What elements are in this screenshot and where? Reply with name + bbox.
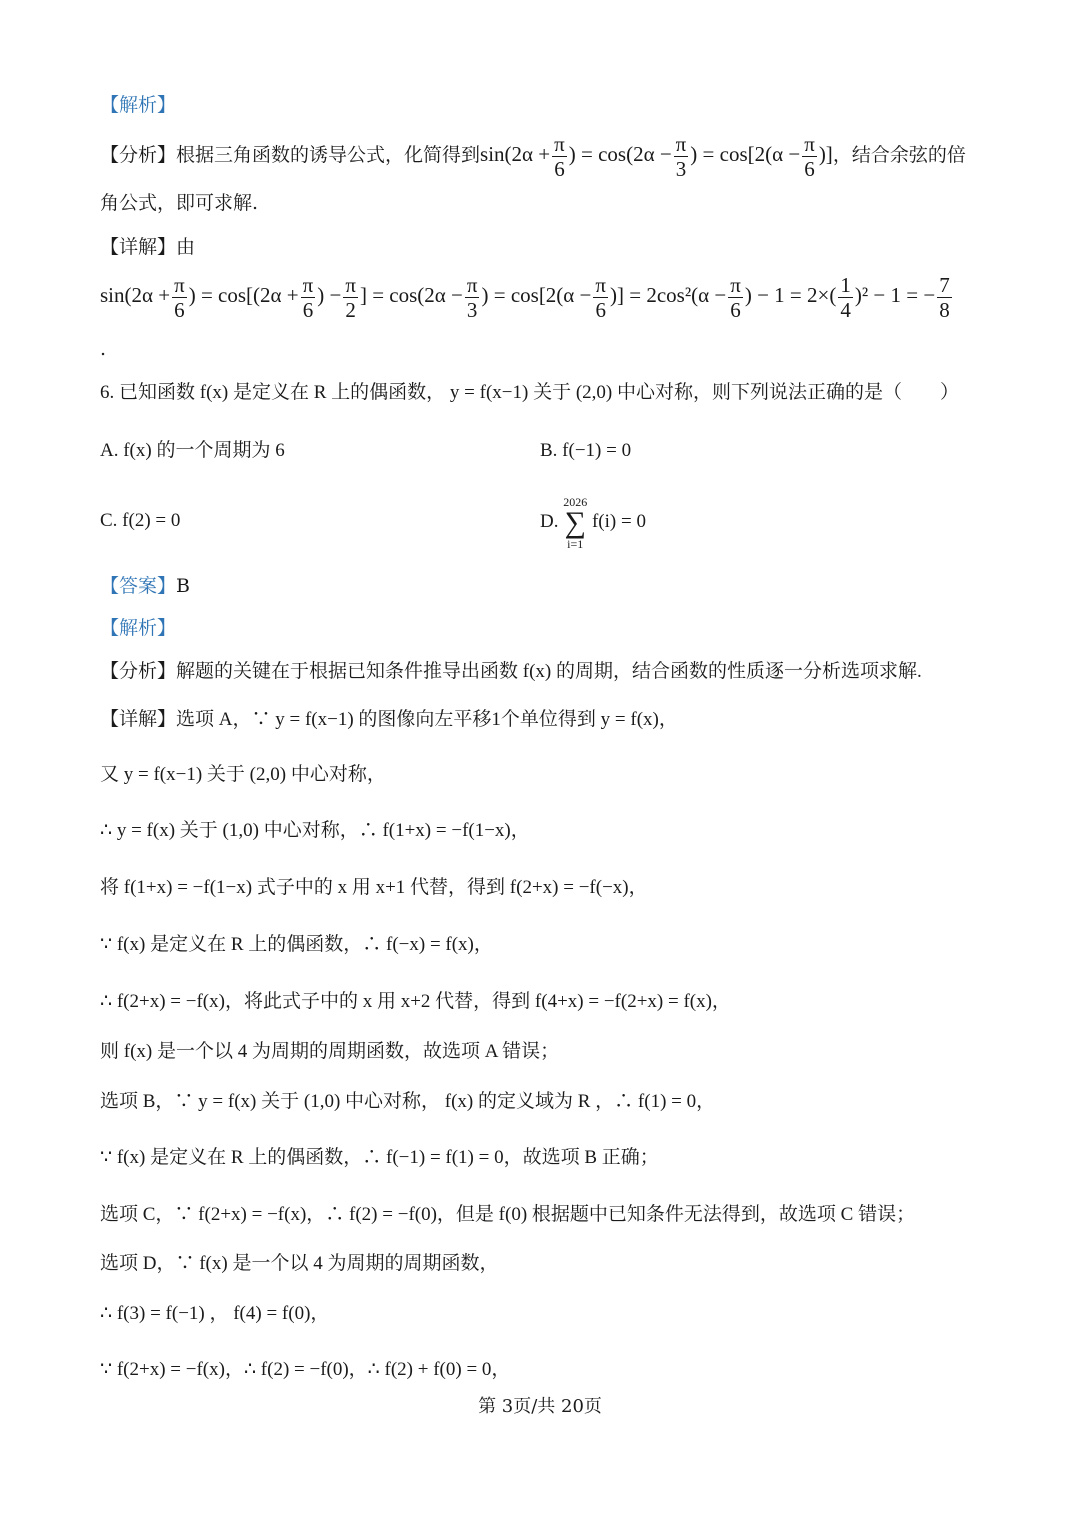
q6-detail-2: 又 y = f(x−1) 关于 (2,0) 中心对称，	[100, 764, 386, 785]
eq-frac-7: $\frac{1}{4}$	[840, 272, 851, 322]
eq-part-f: )] = 2cos²(α −	[610, 283, 727, 307]
eq-part-h: )² − 1 = −	[854, 283, 936, 307]
q6-detail-3: ∴ y = f(x) 关于 (1,0) 中心对称，∴ f(1+x) = −f(1−x)，	[100, 820, 530, 841]
q6-option-a: A. f(x) 的一个周期为 6	[100, 440, 285, 461]
analysis-math-2: ) = cos(2α −	[568, 142, 672, 166]
frac-pi-3: $\frac{\pi}{3}$	[675, 131, 687, 181]
q6-analysis	[100, 658, 922, 685]
eq-frac-1: $\frac{\pi}{6}$	[174, 272, 185, 322]
q6-detail-tag: 【详解】	[100, 708, 177, 730]
q6-analysis-tag: 【分析】	[100, 660, 177, 682]
analysis-math-4: )]	[818, 142, 833, 166]
prev-analysis-line	[100, 131, 966, 181]
q6-stem: 6. 已知函数 f(x) 是定义在 R 上的偶函数， y = f(x−1) 关于 (2,0) 中心对称，则下列说法正确的是（ ）	[100, 382, 959, 403]
answer-value: B	[176, 575, 190, 597]
sum-symbol: 2026 ∑ i=1	[563, 494, 588, 551]
analysis-post: ，结合余弦的倍	[832, 144, 966, 166]
eq-part-b: ) = cos[(2α +	[188, 283, 299, 307]
analysis-tag: 【分析】	[100, 144, 177, 166]
detail-tag: 【详解】	[100, 236, 177, 258]
eq-part-g: ) − 1 = 2×(	[744, 283, 837, 307]
q6-detail-7: 则 f(x) 是一个以 4 为周期的周期函数，故选项 A 错误；	[100, 1041, 560, 1062]
prev-long-equation	[100, 270, 954, 322]
q6-detail-5: ∵ f(x) 是定义在 R 上的偶函数，∴ f(−x) = f(x)，	[100, 934, 493, 955]
eq-part-c: ) −	[317, 283, 342, 307]
q6-answer-line	[100, 573, 190, 599]
eq-frac-6: $\frac{\pi}{6}$	[730, 272, 741, 322]
option-d-label: D.	[540, 511, 559, 532]
q6-detail-1	[100, 706, 678, 733]
prev-analysis-line2: 角公式，即可求解.	[100, 192, 259, 214]
q6-option-c: C. f(2) = 0	[100, 510, 181, 531]
analysis-math-1: sin(2α +	[480, 142, 551, 166]
q6-detail-11: 选项 D，∵ f(x) 是一个以 4 为周期的周期函数，	[100, 1253, 499, 1274]
q6-jiexi-tag: 【解析】	[100, 617, 177, 639]
q6-analysis-text: 解题的关键在于根据已知条件推导出函数 f(x) 的周期，结合函数的性质逐一分析选项求解.	[176, 661, 922, 682]
analysis-math-3: ) = cos[2(α −	[690, 142, 801, 166]
eq-part-d: ] = cos(2α −	[359, 283, 463, 307]
q6-detail-12: ∴ f(3) = f(−1) ， f(4) = f(0)，	[100, 1303, 330, 1324]
eq-frac-2: $\frac{\pi}{6}$	[302, 272, 314, 322]
q6-detail-4: 将 f(1+x) = −f(1−x) 式子中的 x 用 x+1 代替，得到 f(2+x) = −f(−x)，	[100, 877, 648, 898]
prev-dot: .	[100, 338, 107, 360]
prev-detail-intro	[100, 234, 195, 260]
q6-option-b: B. f(−1) = 0	[540, 440, 632, 461]
option-d-expr: f(i) = 0	[591, 511, 646, 532]
eq-part-a: sin(2α +	[100, 283, 171, 307]
eq-part-e: ) = cos[2(α −	[481, 283, 592, 307]
q6-detail-1-text: 选项 A，∵ y = f(x−1) 的图像向左平移1个单位得到 y = f(x)，	[176, 709, 678, 730]
page-footer: 第 3页/共 20页	[478, 1396, 602, 1417]
q6-detail-13: ∵ f(2+x) = −f(x)，∴ f(2) = −f(0)，∴ f(2) + f(0) = 0，	[100, 1359, 511, 1380]
frac-pi-6b: $\frac{\pi}{6}$	[804, 131, 815, 181]
eq-frac-5: $\frac{\pi}{6}$	[595, 272, 607, 322]
eq-frac-8: $\frac{7}{8}$	[939, 272, 950, 322]
q6-detail-8: 选项 B，∵ y = f(x) 关于 (1,0) 中心对称， f(x) 的定义域为 R ，∴ f(1) = 0，	[100, 1091, 716, 1112]
q6-detail-10: 选项 C，∵ f(2+x) = −f(x)，∴ f(2) = −f(0)，但是 f(0) 根据题中已知条件无法得到，故选项 C 错误；	[100, 1204, 916, 1225]
eq-frac-4: $\frac{\pi}{3}$	[466, 272, 478, 322]
q6-detail-9: ∵ f(x) 是定义在 R 上的偶函数，∴ f(−1) = f(1) = 0，故选项 B 正确；	[100, 1147, 659, 1168]
frac-pi-6: $\frac{\pi}{6}$	[554, 131, 565, 181]
answer-tag: 【答案】	[100, 575, 177, 597]
detail-intro-text: 由	[176, 236, 196, 258]
analysis-text: 根据三角函数的诱导公式，化简得到	[176, 144, 481, 166]
q6-option-d	[540, 492, 646, 552]
q6-detail-6: ∴ f(2+x) = −f(x)，将此式子中的 x 用 x+2 代替，得到 f(4+x) = −f(2+x) = f(x)，	[100, 991, 731, 1012]
section-tag-jiexi: 【解析】	[100, 94, 177, 116]
eq-frac-3: $\frac{\pi}{2}$	[345, 272, 356, 322]
